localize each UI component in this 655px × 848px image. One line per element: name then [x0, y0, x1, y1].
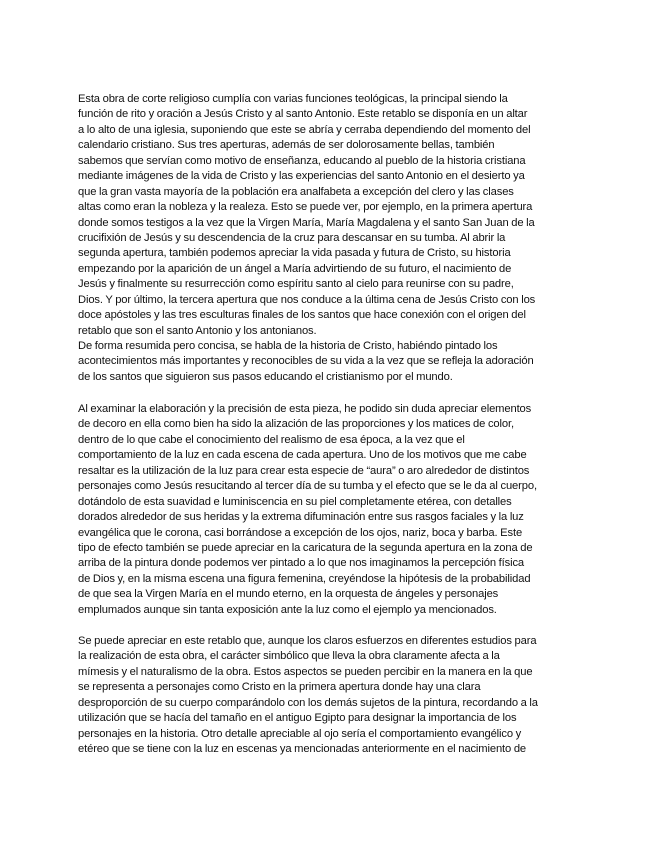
text-line: retablo que son el santo Antonio y los antonianos.	[78, 324, 317, 337]
text-line: Se puede apreciar en este retablo que, aunque los claros esfuerzos en diferentes estudios para	[78, 635, 537, 647]
text-line: la realización de esta obra, el carácter simbólico que lleva la obra claramente afecta a la	[78, 650, 500, 663]
text-line: emplumados aunque sin tanta exposición ante la luz como el ejemplo ya mencionados.	[78, 603, 497, 616]
text-line: altas como eran la nobleza y la realeza. Esto se puede ver, por ejemplo, en la primera apertura	[78, 201, 533, 214]
text-line: resaltar es la utilización de la luz para crear esta especie de “aura” o aro alrededor de distintos	[78, 464, 530, 477]
paragraph-2	[78, 402, 578, 618]
text-line: etéreo que se tiene con la luz en escenas ya mencionadas anteriormente en el nacimiento de	[78, 743, 527, 756]
text-line: Dios. Y por último, la tercera apertura que nos conduce a la última cena de Jesús Cristo con los	[78, 293, 536, 306]
paragraph-3	[78, 634, 578, 758]
text-line: de Dios y, en la misma escena una figura femenina, creyéndose la hipótesis de la probabilidad	[78, 572, 531, 585]
text-line: mediante imágenes de la vida de Cristo y las experiencias del santo Antonio en el desierto ya	[78, 170, 525, 183]
text-line: mímesis y el naturalismo de la obra. Estos aspectos se pueden percibir en la manera en la que	[78, 665, 533, 678]
text-line: evangélica que le corona, casi borrándose a excepción de los ojos, nariz, boca y barba. Este	[78, 526, 523, 539]
text-line: desproporción de su cuerpo comparándolo con los demás sujetos de la pintura, recordando a la	[78, 696, 538, 709]
text-line: comportamiento de la luz en cada escena de cada apertura. Uno de los motivos que me cabe	[78, 449, 527, 462]
text-line: Al examinar la elaboración y la precisión de esta pieza, he podido sin duda apreciar elementos	[78, 403, 532, 415]
text-line: crucifixión de Jesús y su descendencia de la cruz para descansar en su tumba. Al abrir la	[78, 231, 506, 244]
text-line: Jesús y finalmente su resurrección como espíritu santo al cielo para reunirse con su padre,	[78, 278, 514, 291]
text-line: dorados alrededor de sus heridas y la extrema difuminación entre sus rasgos faciales y la luz	[78, 511, 524, 524]
text-line: personajes en la historia. Otro detalle apreciable al ojo sería el comportamiento evangélico y	[78, 727, 522, 740]
text-line: Esta obra de corte religioso cumplía con varias funciones teológicas, la principal siendo la	[78, 93, 508, 105]
text-line: sabemos que servían como motivo de enseñanza, educando al pueblo de la historia cristiana	[78, 154, 526, 167]
text-line: de los santos que siguieron sus pasos educando el cristianismo por el mundo.	[78, 370, 453, 383]
text-line: se representa a personajes como Cristo en la primera apertura donde hay una clara	[78, 681, 481, 694]
text-line: utilización que se hacía del tamaño en el antiguo Egipto para designar la importancia de los	[78, 712, 517, 725]
text-line: tipo de efecto también se puede apreciar en la caricatura de la segunda apertura en la zona de	[78, 541, 533, 554]
text-line: arriba de la pintura donde podemos ver pintado a lo que nos imaginamos la percepción física	[78, 557, 525, 570]
text-line: a lo alto de una iglesia, suponiendo que este se abría y cerraba dependiendo del momento del	[78, 123, 531, 136]
text-line: acontecimientos más importantes y reconocibles de su vida a la vez que se refleja la adoración	[78, 355, 534, 368]
text-line: segunda apertura, también podemos apreciar la vida pasada y futura de Cristo, su historia	[78, 247, 511, 260]
text-line: doce apóstoles y las tres esculturas finales de los santos que hace conexión con el origen del	[78, 309, 526, 322]
text-line: personajes como Jesús resucitando al tercer día de su tumba y el efecto que se le da al cuerpo,	[78, 480, 537, 493]
text-line: de decoro en ella como bien ha sido la alización de las proporciones y los matices de color,	[78, 418, 514, 431]
text-line: que la gran vasta mayoría de la población era analfabeta a excepción del clero y las clases	[78, 185, 514, 198]
text-line: calendario cristiano. Sus tres aperturas, además de ser dolorosamente bellas, también	[78, 139, 495, 152]
text-line: de que sea la Virgen María en el mundo eterno, en la orquesta de ángeles y personajes	[78, 588, 499, 601]
text-line: De forma resumida pero concisa, se habla de la historia de Cristo, habiéndo pintado los	[78, 340, 498, 352]
text-line: dentro de lo que cabe el conocimiento del realismo de esa época, a la vez que el	[78, 433, 465, 446]
text-line: donde somos testigos a la vez que la Virgen María, María Magdalena y el santo San Juan de la	[78, 216, 535, 229]
paragraph-1	[78, 92, 578, 385]
text-line: dotándolo de esta suavidad e luminiscencia en su piel completamente etérea, con detalles	[78, 495, 512, 508]
text-line: función de rito y oración a Jesús Cristo y al santo Antonio. Este retablo se disponía en un altar	[78, 108, 528, 121]
text-line: empezando por la aparición de un ángel a María advirtiendo de su futuro, el nacimiento de	[78, 262, 512, 275]
